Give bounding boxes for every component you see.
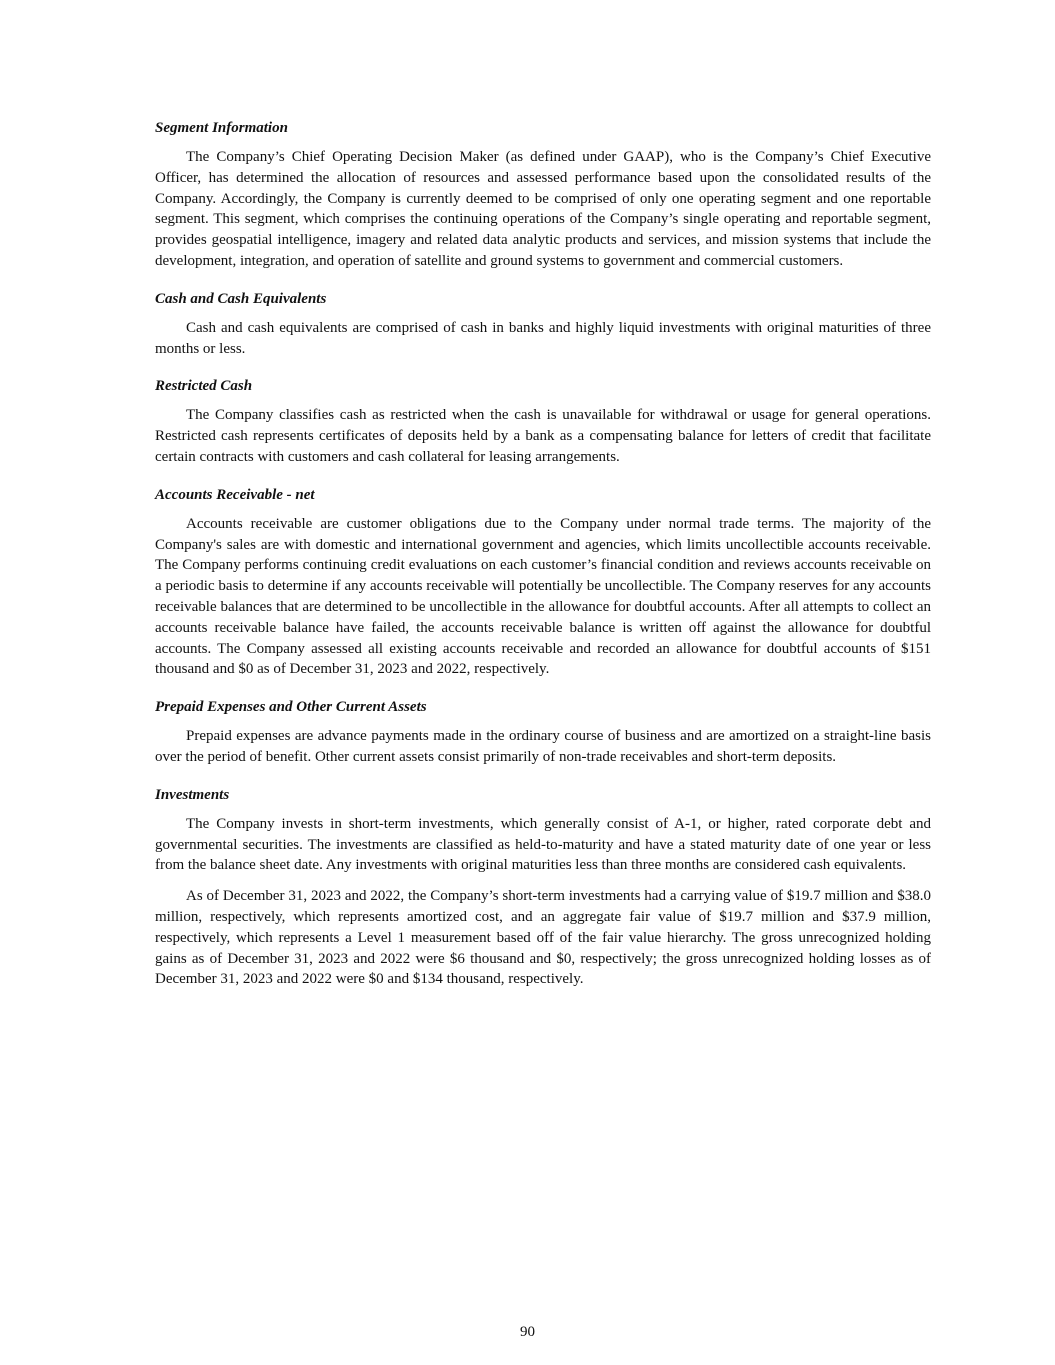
paragraph: The Company invests in short-term investments, which generally consist of A-1, or higher, rated corporate debt and governmental securities. The investments are classified as held-to-maturity and have a stated maturity date of one year or less from the balance sheet date. Any investments with original maturities less than three months are considered cash equivalents. — [155, 815, 931, 874]
page-number: 90 — [520, 1324, 535, 1340]
section-restricted-cash — [155, 376, 931, 467]
paragraph: As of December 31, 2023 and 2022, the Company’s short-term investments had a carrying value of $19.7 million and $38.0 million, respectively, which represents amortized cost, and an aggregate fair value of $19.7 million and $37.9 million, respectively, which represents a Level 1 measurement based off of the fair value hierarchy. The gross unrecognized holding gains as of December 31, 2023 and 2022 were $6 thousand and $0, respectively; the gross unrecognized holding losses as of December 31, 2023 and 2022 were $0 and $134 thousand, respectively. — [155, 888, 931, 988]
section-heading: Investments — [155, 786, 230, 803]
section-heading: Restricted Cash — [155, 378, 253, 395]
section-prepaid-expenses — [155, 697, 931, 768]
paragraph: Accounts receivable are customer obligations due to the Company under normal trade terms. The majority of the Company's sales are with domestic and international government and agencies, which limits uncollectible accounts receivable. The Company performs continuing credit evaluations on each customer’s financial condition and reviews accounts receivable on a periodic basis to determine if any accounts receivable will potentially be uncollectible. The Company reserves for any accounts receivable balances that are determined to be uncollectible in the allowance for doubtful accounts. After all attempts to collect an accounts receivable balance have failed, the accounts receivable balance is written off against the allowance for doubtful accounts. The Company assessed all existing accounts receivable and recorded an allowance for doubtful accounts of $151 thousand and $0 as of December 31, 2023 and 2022, respectively. — [155, 515, 931, 678]
section-cash-and-cash-equivalents — [155, 289, 931, 360]
section-heading: Segment Information — [155, 120, 288, 136]
paragraph: The Company’s Chief Operating Decision Maker (as defined under GAAP), who is the Company’s Chief Executive Officer, has determined the allocation of resources and assessed performance based upon the consolidated results of the Company. Accordingly, the Company is currently deemed to be comprised of only one operating segment and one reportable segment. This segment, which comprises the continuing operations of the Company’s single operating and reportable segment, provides geospatial intelligence, imagery and related data analytic products and services, and mission systems that include the development, integration, and operation of satellite and ground systems to government and commercial customers. — [155, 149, 931, 269]
section-accounts-receivable — [155, 485, 931, 680]
paragraph: Cash and cash equivalents are comprised of cash in banks and highly liquid investments with original maturities of three months or less. — [155, 319, 931, 357]
document-body — [155, 118, 931, 1007]
section-investments — [155, 785, 931, 990]
paragraph: The Company classifies cash as restricted when the cash is unavailable for withdrawal or usage for general operations. Restricted cash represents certificates of deposits held by a bank as a compensating balance for letters of credit that facilitate certain contracts with customers and cash collateral for leasing arrangements. — [155, 407, 931, 465]
section-heading: Prepaid Expenses and Other Current Assets — [155, 699, 427, 716]
section-heading: Cash and Cash Equivalents — [155, 290, 327, 307]
paragraph: Prepaid expenses are advance payments made in the ordinary course of business and are amortized on a straight-line basis over the period of benefit. Other current assets consist primarily of non-trade receivables and short-term deposits. — [155, 728, 931, 765]
section-heading: Accounts Receivable - net — [155, 486, 315, 503]
section-segment-information — [155, 118, 931, 272]
